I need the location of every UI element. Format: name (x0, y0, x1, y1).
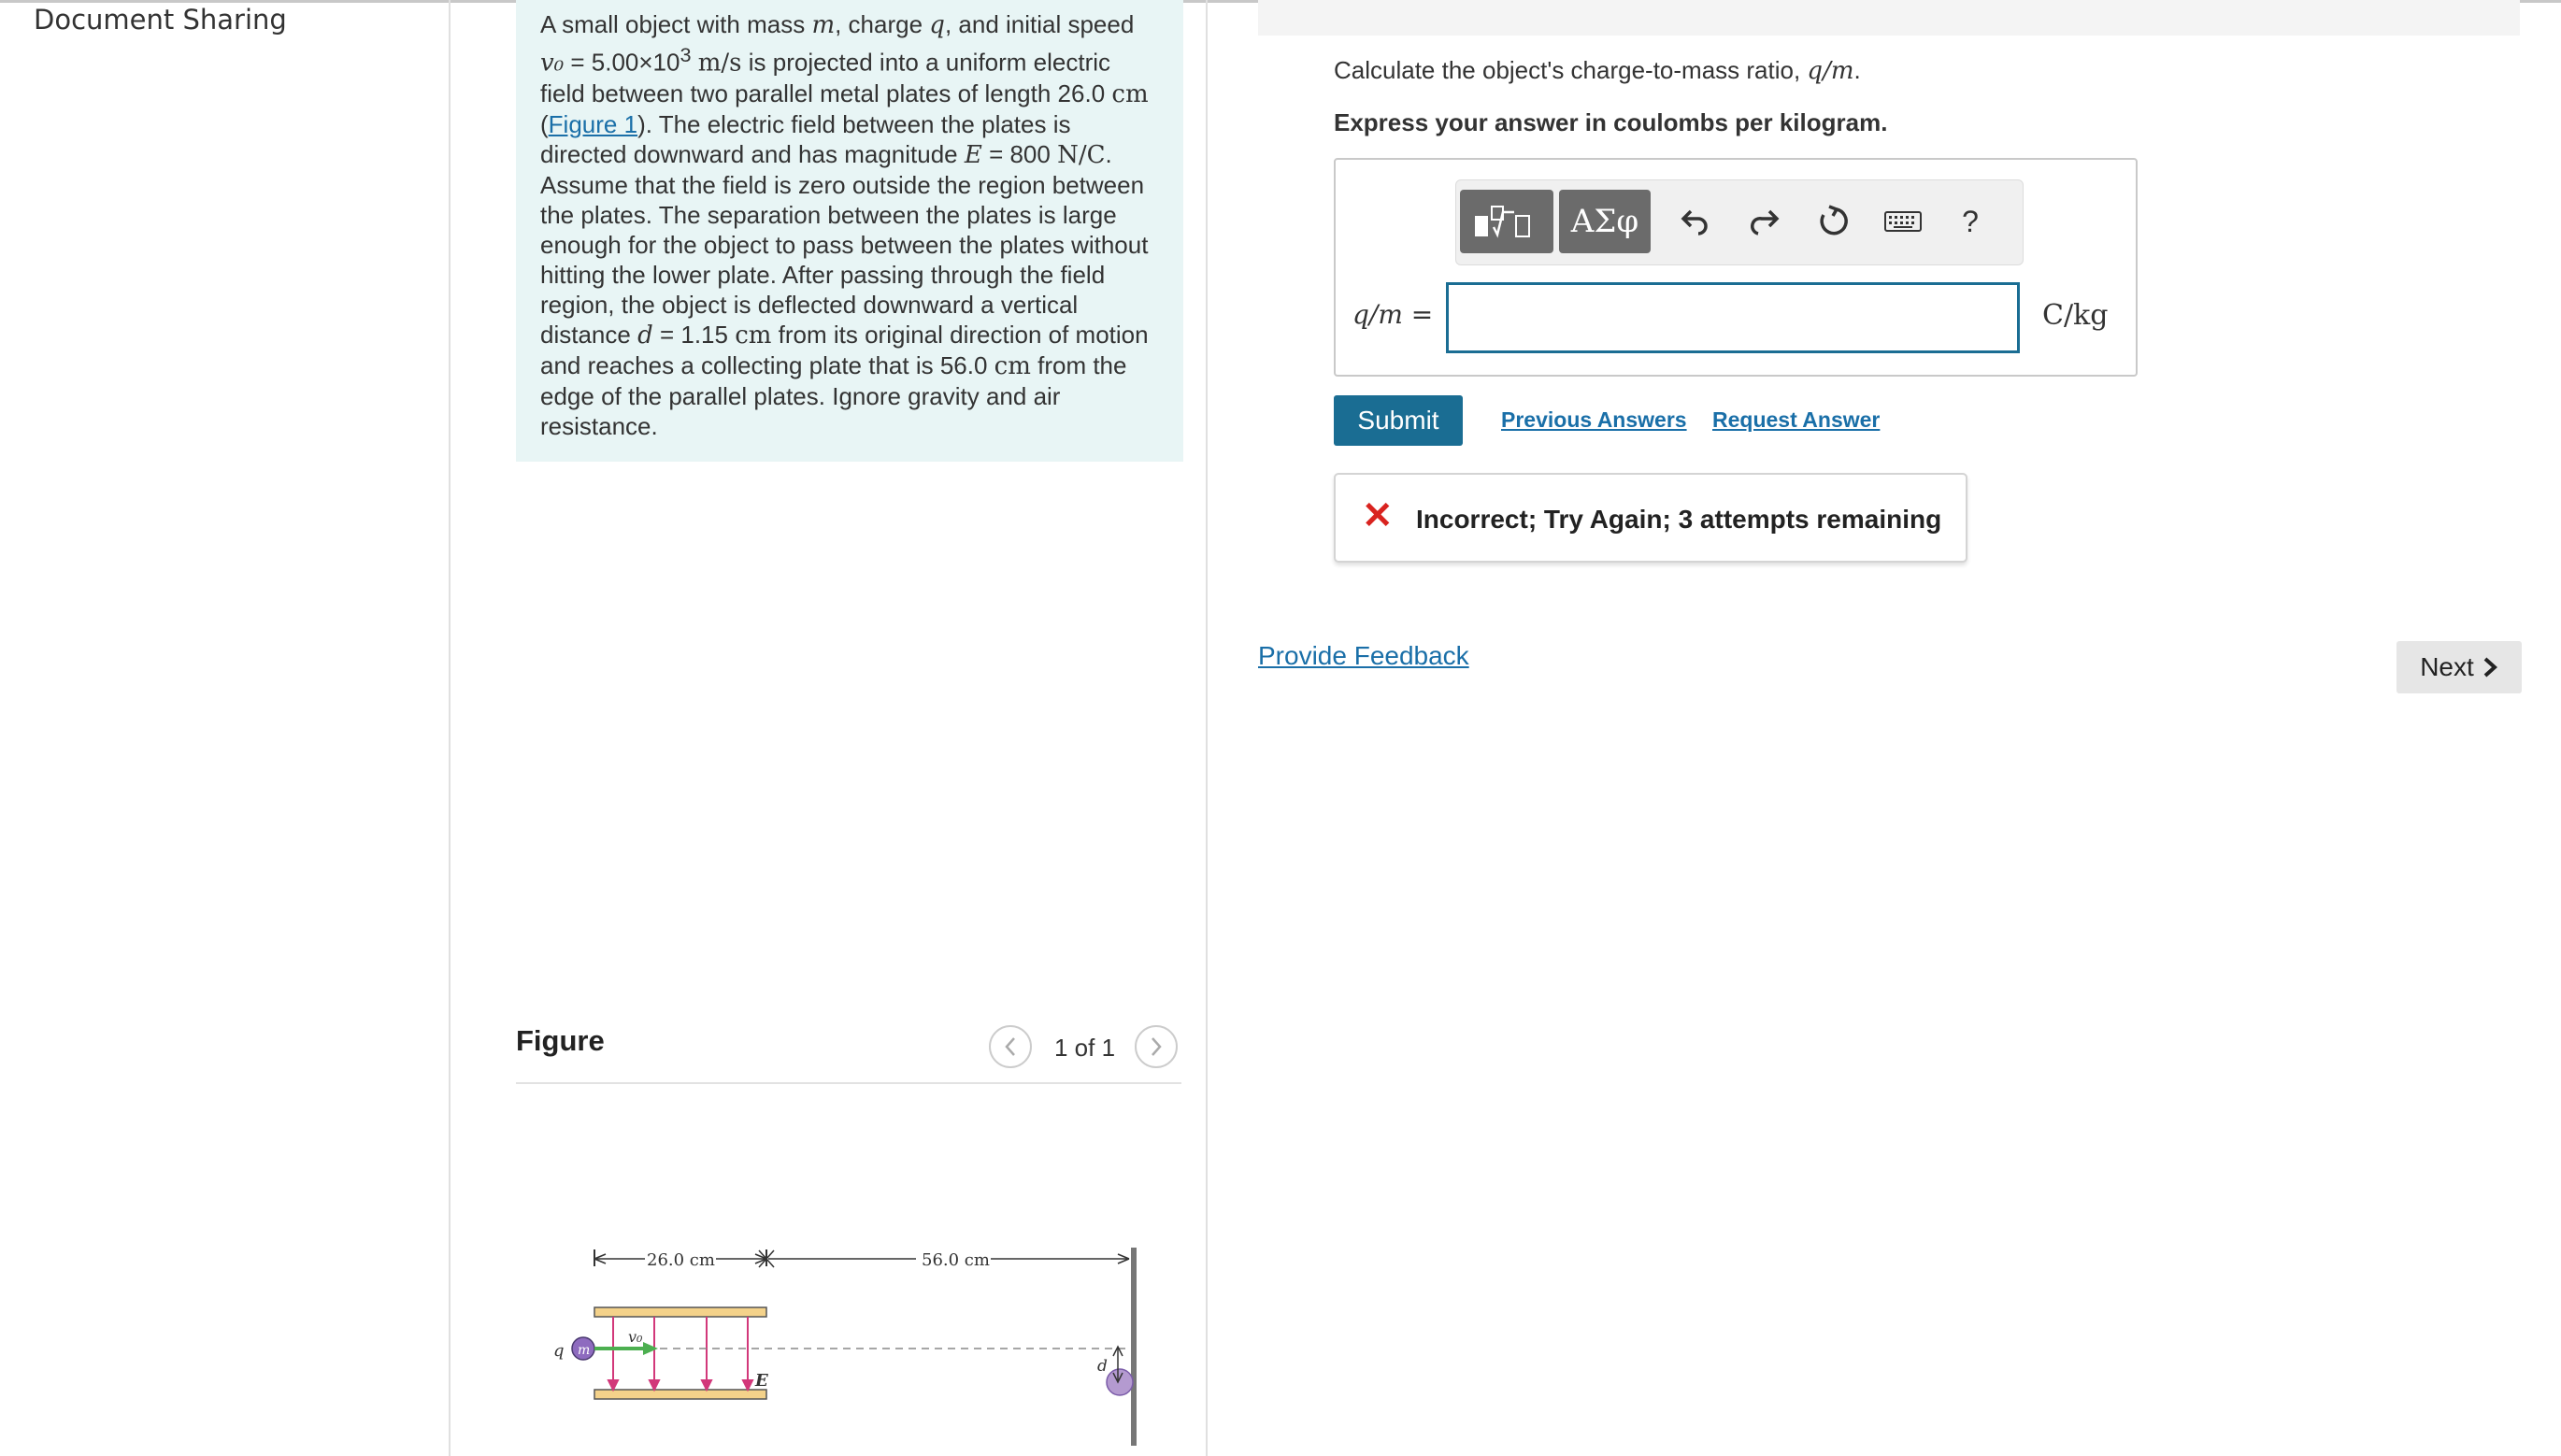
answer-instruction: Express your answer in coulombs per kilogram. (1334, 108, 1888, 136)
chevron-right-icon (2482, 656, 2498, 678)
figure-divider (516, 1082, 1181, 1084)
length-56-label: 56.0 cm (922, 1250, 990, 1270)
templates-icon (1469, 199, 1544, 244)
answer-input[interactable] (1446, 282, 2020, 353)
unit-label: C/kg (2042, 299, 2109, 332)
upper-plate (594, 1307, 766, 1317)
sidebar-divider (449, 0, 451, 1456)
provide-feedback-link[interactable]: Provide Feedback (1258, 641, 1469, 670)
answer-label: q/m = (1352, 299, 1434, 330)
chevron-left-icon (1004, 1036, 1017, 1057)
v0-label: v₀ (628, 1328, 643, 1346)
submit-button[interactable]: Submit (1334, 395, 1463, 446)
mass-m-label: m (578, 1343, 591, 1358)
figure-prev-button[interactable] (989, 1025, 1032, 1068)
sidebar-title: Document Sharing (34, 4, 287, 36)
collecting-plate (1131, 1248, 1137, 1446)
greek-symbols-button[interactable]: ΑΣφ (1559, 190, 1651, 253)
problem-statement: A small object with mass m, charge q, and initial speed $v_0 = 5.00\times 10^3$ m/s is projected into a uniform electric field between two parallel metal plates of length 26.0 cm (Figure 1). The electric field between the plates is directed downward and has magnitude E = 800 N/C. Assume that the field is zero outside the region between the plates. The separation between the plates is large enough for the object to pass between the plates without hitting the lower plate. After passing through the field region, the object is deflected downward a vertical distance d = 1.15 cm from its original direction of motion and reaches a collecting plate that is 56.0 cm from the edge of the parallel plates. Ignore gravity and air resistance. (516, 0, 1183, 462)
previous-answers-link[interactable]: Previous Answers (1501, 407, 1687, 432)
panel-divider (1206, 0, 1208, 1456)
deflected-particle (1107, 1369, 1133, 1395)
deflection-figure (542, 1248, 1159, 1449)
figure-1-link[interactable]: Figure 1 (548, 109, 638, 138)
request-answer-link[interactable]: Request Answer (1712, 407, 1881, 432)
error-x-icon: ✕ (1362, 495, 1394, 536)
templates-button[interactable] (1460, 190, 1553, 253)
math-toolbar (1455, 179, 2024, 265)
chevron-right-icon (1150, 1036, 1163, 1057)
next-button[interactable]: Next (2396, 641, 2522, 693)
question-text: Calculate the object's charge-to-mass ratio, q/m. (1334, 56, 1861, 85)
feedback-message (1334, 473, 1967, 563)
lower-plate (594, 1390, 766, 1399)
redo-icon[interactable] (1740, 197, 1789, 246)
figure-pager: 1 of 1 (1054, 1034, 1116, 1062)
field-E-label: E (755, 1371, 768, 1391)
undo-icon[interactable] (1671, 197, 1720, 246)
part-header-bar (1258, 0, 2520, 36)
deflection-d-label: d (1097, 1357, 1108, 1376)
length-26-label: 26.0 cm (647, 1250, 715, 1270)
charge-q-label: q (553, 1341, 565, 1361)
figure-title: Figure (516, 1024, 605, 1057)
figure-next-button[interactable] (1135, 1025, 1178, 1068)
reset-icon[interactable] (1810, 197, 1858, 246)
feedback-text: Incorrect; Try Again; 3 attempts remaining (1416, 505, 1942, 534)
help-button[interactable]: ? (1962, 204, 1979, 238)
keyboard-icon[interactable] (1879, 197, 1927, 246)
